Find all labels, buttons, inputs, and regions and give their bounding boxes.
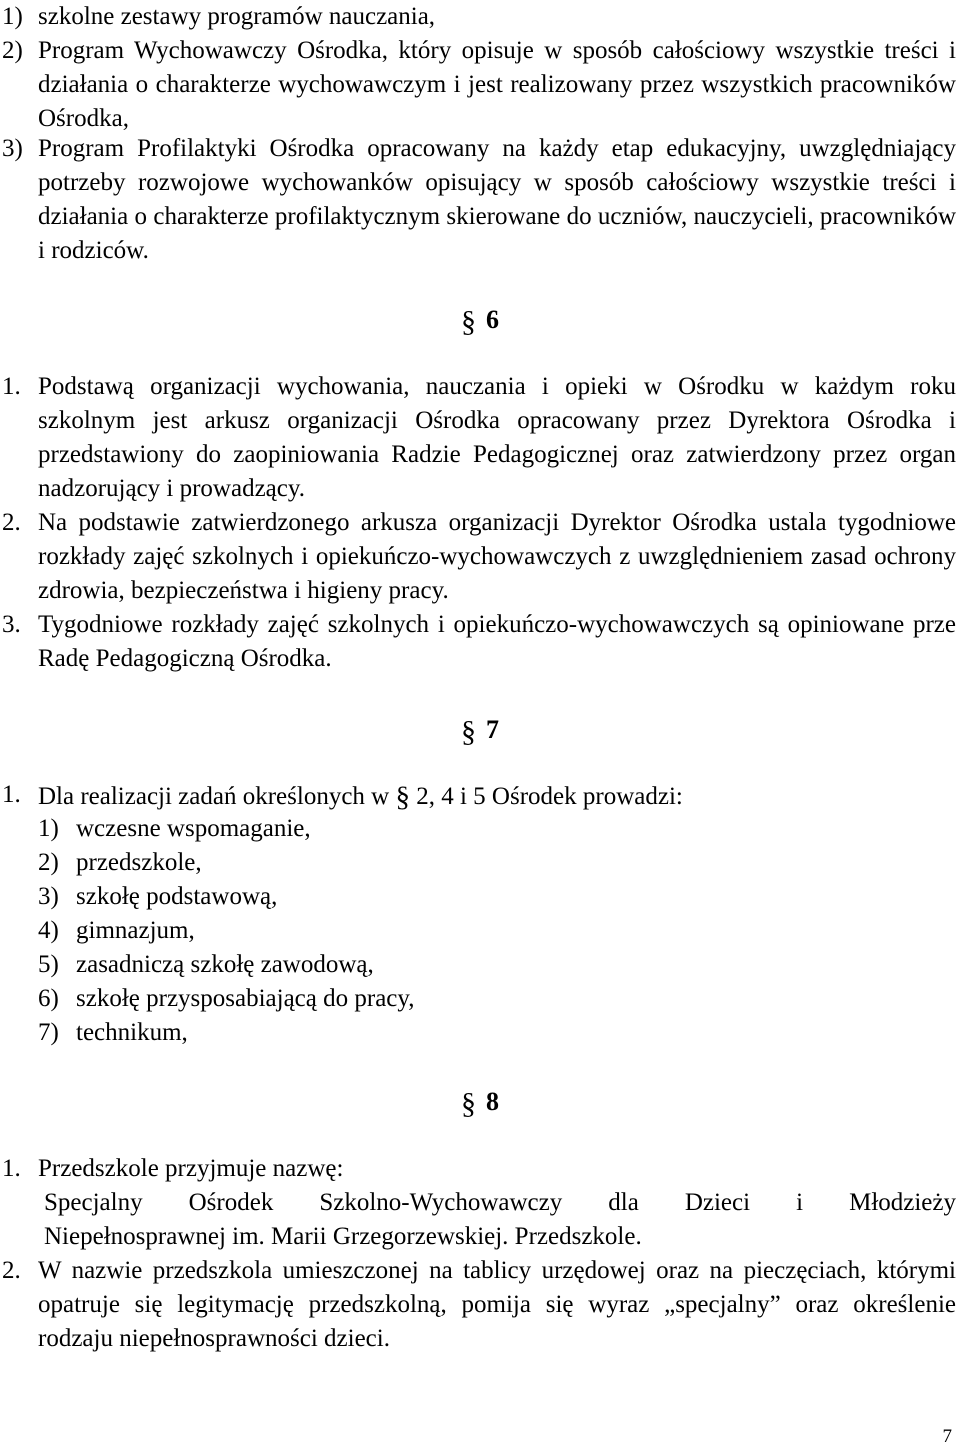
list-item (2, 34, 956, 136)
list-item-number: 1) (38, 815, 59, 842)
section-number: 7 (486, 715, 499, 744)
list-item-text: wczesne wspomaganie, (76, 815, 311, 842)
list-item (38, 880, 956, 914)
list-item (38, 1016, 956, 1050)
list-item (2, 0, 956, 34)
section-heading (0, 302, 960, 337)
list-item (38, 812, 956, 846)
section-sign: § (395, 781, 410, 813)
list-item-text: Program Wychowawczy Ośrodka, który opisuje w sposób całościowy wszystkie treści i działania o charakterze wychowawczym i jest realizowany przez wszystkich pracowników Ośrodka, (38, 37, 956, 132)
list-item-text: zasadniczą szkołę zawodową, (76, 951, 374, 978)
paragraph-text: Tygodniowe rozkłady zajęć szkolnych i opiekuńczo-wychowawczych są opiniowane prze Radę Pedagogiczną Ośrodka. (38, 611, 956, 672)
paragraph-text: W nazwie przedszkola umieszczonej na tablicy urzędowej oraz na pieczęciach, którymi opatruje się legitymację przedszkolną, pomija się wyraz „specjalny” oraz określenie rodzaju niepełnosprawności dzieci. (38, 1257, 956, 1352)
page-number: 7 (942, 1426, 952, 1447)
section-number: 8 (486, 1087, 499, 1116)
intro-text-after: 2, 4 i 5 Ośrodek prowadzi: (416, 783, 683, 810)
section-sign: § (461, 1087, 476, 1120)
list-item-text: gimnazjum, (76, 917, 195, 944)
list-item-text: Program Profilaktyki Ośrodka opracowany na każdy etap edukacyjny, uwzględniający potrzeby rozwojowe wychowanków opisujący w sposób całościowy wszystkie treści i działania o charakterze profilaktycznym skierowane do uczniów, nauczycieli, pracowników i rodziców. (38, 135, 956, 264)
list-item (38, 948, 956, 982)
institution-name-line: Niepełnosprawnej im. Marii Grzegorzewskiej. Przedszkole. (44, 1223, 642, 1250)
list-item-text: technikum, (76, 1019, 188, 1046)
list-item-number: 3) (2, 135, 23, 162)
list-item-number: 7) (38, 1019, 59, 1046)
list-item (38, 846, 956, 880)
paragraph (2, 1254, 956, 1356)
list-item-number: 2) (2, 37, 23, 64)
paragraph (2, 1152, 956, 1186)
list-item (38, 914, 956, 948)
paragraph (2, 506, 956, 608)
paragraph-number: 2. (2, 509, 21, 536)
paragraph (2, 778, 956, 814)
section-heading (0, 1084, 960, 1119)
institution-name-line: Specjalny Ośrodek Szkolno-Wychowawczy dla Dzieci i Młodzieży (44, 1189, 956, 1216)
intro-text-before: Dla realizacji zadań określonych w (38, 783, 390, 810)
list-item-number: 6) (38, 985, 59, 1012)
paragraph-text (38, 778, 956, 814)
list-item (38, 982, 956, 1016)
list-item (2, 132, 956, 268)
paragraph-number: 3. (2, 611, 21, 638)
paragraph-text: Przedszkole przyjmuje nazwę: (38, 1155, 344, 1182)
list-item-number: 3) (38, 883, 59, 910)
paragraph-text: Podstawą organizacji wychowania, nauczania i opieki w Ośrodku w każdym roku szkolnym jest arkusz organizacji Ośrodka opracowany przez Dyrektora Ośrodka i przedstawiony do zaopiniowania Radzie Pedagogicznej oraz zatwierdzony przez organ nadzorujący i prowadzący. (38, 373, 956, 502)
list-item-number: 1) (2, 3, 23, 30)
paragraph (2, 370, 956, 506)
list-item-text: przedszkole, (76, 849, 202, 876)
list-item-text: szkolne zestawy programów nauczania, (38, 3, 436, 30)
paragraph-text: Na podstawie zatwierdzonego arkusza organizacji Dyrektor Ośrodka ustala tygodniowe rozkłady zajęć szkolnych i opiekuńczo-wychowawczych z uwzględnieniem zasad ochrony zdrowia, bezpieczeństwa i higieny pracy. (38, 509, 956, 604)
paragraph-number: 1. (2, 373, 21, 400)
paragraph-number: 1. (2, 781, 21, 808)
section-sign: § (461, 715, 476, 748)
list-item-number: 2) (38, 849, 59, 876)
list-item-text: szkołę podstawową, (76, 883, 278, 910)
section-number: 6 (486, 305, 499, 334)
list-item-text: szkołę przysposabiającą do pracy, (76, 985, 415, 1012)
paragraph (2, 608, 956, 676)
paragraph-number: 2. (2, 1257, 21, 1284)
section-heading (0, 712, 960, 747)
paragraph-number: 1. (2, 1155, 21, 1182)
list-item-number: 5) (38, 951, 59, 978)
list-item-number: 4) (38, 917, 59, 944)
section-sign: § (461, 305, 476, 338)
